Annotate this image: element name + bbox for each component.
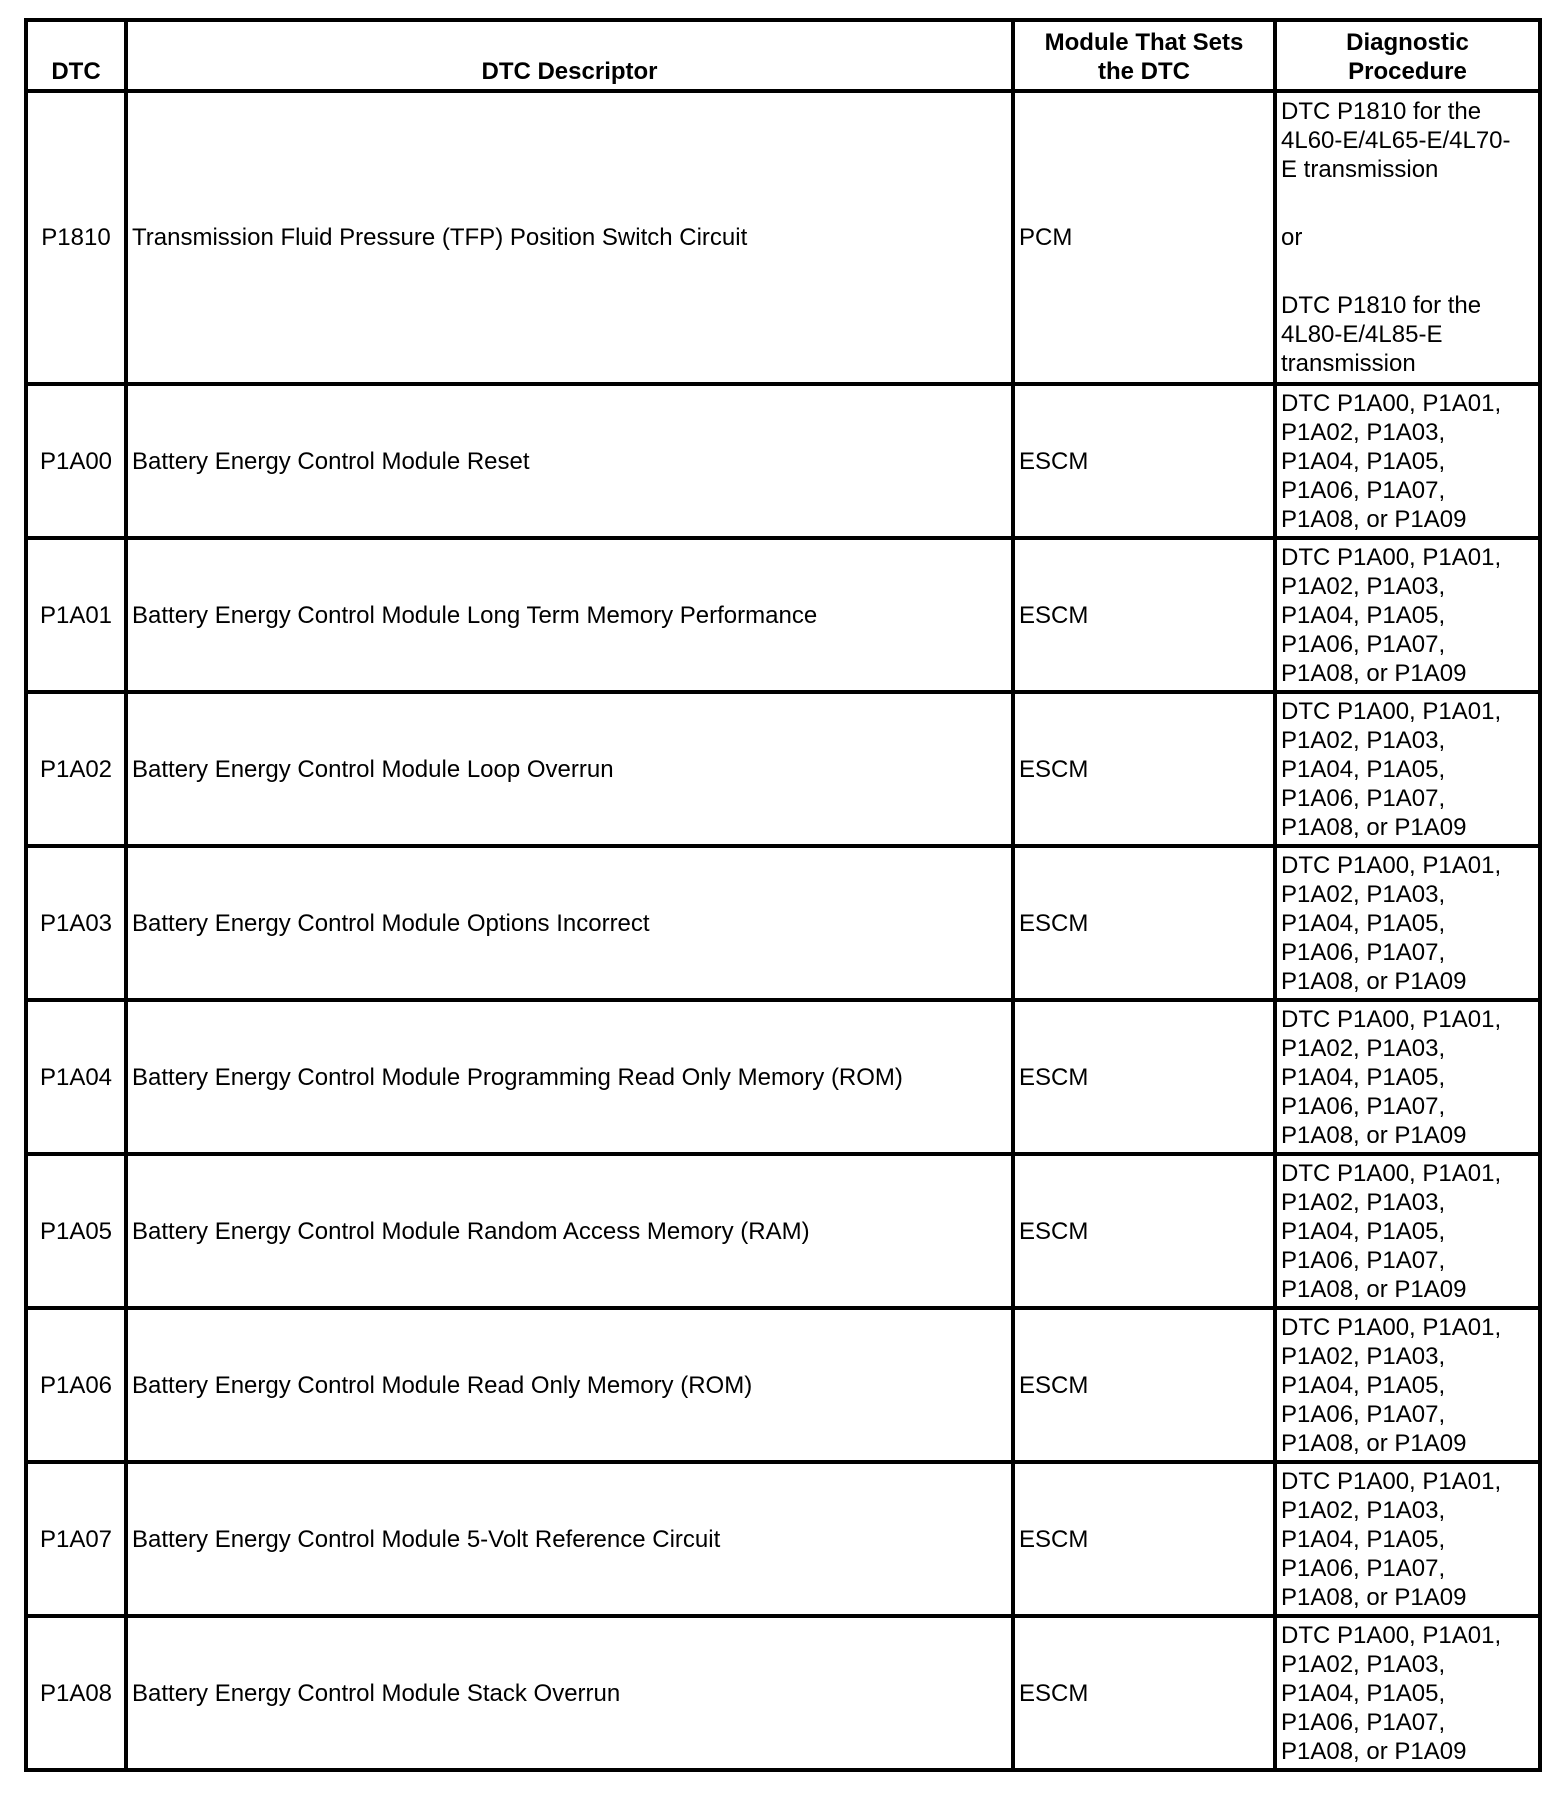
module-cell: PCM [1013,91,1275,384]
header-procedure-line: Diagnostic [1346,29,1469,56]
procedure-line: P1A04, P1A05, [1281,1679,1446,1707]
table-row [26,1462,1540,1616]
procedure-line: DTC P1810 for the [1281,292,1482,319]
procedure-line: P1A06, P1A07, [1281,630,1446,658]
table-row [26,1154,1540,1308]
procedure-line: P1A08, or P1A09 [1281,659,1467,687]
procedure-line: DTC P1A00, P1A01, [1281,1005,1502,1033]
dtc-code-cell: P1A01 [26,538,126,692]
table-row [26,1000,1540,1154]
header-module-line: Module That Sets [1044,29,1244,56]
procedure-line: P1A06, P1A07, [1281,1092,1446,1120]
procedure-line: DTC P1A00, P1A01, [1281,697,1502,725]
procedure-spacer [1281,184,1534,223]
procedure-line: DTC P1A00, P1A01, [1281,1313,1502,1341]
module-cell: ESCM [1013,1462,1275,1616]
procedure-line: DTC P1A00, P1A01, [1281,1467,1502,1495]
module-cell: ESCM [1013,846,1275,1000]
procedure-line: P1A04, P1A05, [1281,755,1446,783]
procedure-line: P1A02, P1A03, [1281,1650,1446,1678]
procedure-cell [1275,1616,1540,1770]
procedure-line: P1A06, P1A07, [1281,476,1446,504]
procedure-line: P1A06, P1A07, [1281,1246,1446,1274]
module-cell: ESCM [1013,692,1275,846]
header-module [1013,20,1275,91]
dtc-table-container [24,18,1542,1772]
dtc-descriptor-cell: Battery Energy Control Module Long Term Memory Performance [126,538,1013,692]
header-dtc-descriptor: DTC Descriptor [126,20,1013,91]
module-cell: ESCM [1013,1000,1275,1154]
dtc-descriptor-cell: Battery Energy Control Module Programming Read Only Memory (ROM) [126,1000,1013,1154]
procedure-line: P1A08, or P1A09 [1281,505,1467,533]
procedure-cell [1275,91,1540,384]
dtc-descriptor-cell: Battery Energy Control Module Random Access Memory (RAM) [126,1154,1013,1308]
dtc-descriptor-cell: Battery Energy Control Module Loop Overrun [126,692,1013,846]
table-header-row [26,20,1540,91]
procedure-line: P1A02, P1A03, [1281,726,1446,754]
procedure-or: or [1281,224,1303,251]
module-cell: ESCM [1013,1154,1275,1308]
dtc-descriptor-cell: Battery Energy Control Module Options Incorrect [126,846,1013,1000]
table-row [26,846,1540,1000]
table-row [26,692,1540,846]
procedure-line: P1A06, P1A07, [1281,938,1446,966]
procedure-cell [1275,1462,1540,1616]
procedure-line: P1A02, P1A03, [1281,880,1446,908]
table-row [26,91,1540,384]
procedure-line: DTC P1810 for the [1281,98,1482,125]
procedure-line: P1A08, or P1A09 [1281,813,1467,841]
procedure-line: P1A08, or P1A09 [1281,1121,1467,1149]
procedure-line: P1A04, P1A05, [1281,1371,1446,1399]
procedure-line: P1A06, P1A07, [1281,1400,1446,1428]
dtc-code-cell: P1810 [26,91,126,384]
table-row [26,538,1540,692]
procedure-line: 4L80-E/4L85-E [1281,321,1443,348]
procedure-line: P1A04, P1A05, [1281,1217,1446,1245]
procedure-line: P1A04, P1A05, [1281,1063,1446,1091]
procedure-line: P1A06, P1A07, [1281,1554,1446,1582]
procedure-cell [1275,1308,1540,1462]
procedure-line: P1A08, or P1A09 [1281,1275,1467,1303]
procedure-cell [1275,1154,1540,1308]
table-row [26,1616,1540,1770]
procedure-line: P1A08, or P1A09 [1281,1737,1467,1765]
procedure-line: transmission [1281,350,1416,377]
procedure-line: P1A08, or P1A09 [1281,967,1467,995]
module-cell: ESCM [1013,538,1275,692]
dtc-code-cell: P1A05 [26,1154,126,1308]
procedure-cell [1275,538,1540,692]
dtc-descriptor-cell: Battery Energy Control Module Reset [126,384,1013,538]
procedure-line: P1A08, or P1A09 [1281,1583,1467,1611]
procedure-line: 4L60-E/4L65-E/4L70- [1281,127,1511,154]
procedure-line: E transmission [1281,156,1439,183]
dtc-code-cell: P1A03 [26,846,126,1000]
dtc-code-cell: P1A02 [26,692,126,846]
procedure-line: P1A02, P1A03, [1281,1034,1446,1062]
table-row [26,384,1540,538]
procedure-line: P1A06, P1A07, [1281,784,1446,812]
dtc-code-cell: P1A04 [26,1000,126,1154]
procedure-spacer [1281,252,1534,291]
dtc-code-cell: P1A06 [26,1308,126,1462]
procedure-line: P1A04, P1A05, [1281,601,1446,629]
procedure-line: P1A04, P1A05, [1281,909,1446,937]
procedure-line: DTC P1A00, P1A01, [1281,1621,1502,1649]
procedure-line: P1A02, P1A03, [1281,1188,1446,1216]
dtc-descriptor-cell: Battery Energy Control Module 5-Volt Reference Circuit [126,1462,1013,1616]
procedure-line: P1A02, P1A03, [1281,1496,1446,1524]
module-cell: ESCM [1013,1308,1275,1462]
dtc-descriptor-cell: Transmission Fluid Pressure (TFP) Position Switch Circuit [126,91,1013,384]
procedure-cell [1275,384,1540,538]
dtc-code-cell: P1A07 [26,1462,126,1616]
procedure-line: P1A02, P1A03, [1281,572,1446,600]
procedure-line: P1A08, or P1A09 [1281,1429,1467,1457]
header-module-line: the DTC [1098,58,1190,85]
dtc-code-cell: P1A00 [26,384,126,538]
procedure-cell [1275,1000,1540,1154]
dtc-code-cell: P1A08 [26,1616,126,1770]
table-row [26,1308,1540,1462]
header-dtc: DTC [26,20,126,91]
procedure-line: DTC P1A00, P1A01, [1281,389,1502,417]
procedure-line: DTC P1A00, P1A01, [1281,543,1502,571]
dtc-descriptor-cell: Battery Energy Control Module Read Only Memory (ROM) [126,1308,1013,1462]
procedure-line: DTC P1A00, P1A01, [1281,1159,1502,1187]
header-procedure-line: Procedure [1348,58,1467,85]
procedure-cell [1275,846,1540,1000]
header-diagnostic-procedure [1275,20,1540,91]
procedure-cell [1275,692,1540,846]
procedure-line: P1A04, P1A05, [1281,447,1446,475]
module-cell: ESCM [1013,1616,1275,1770]
procedure-line: P1A02, P1A03, [1281,418,1446,446]
dtc-descriptor-cell: Battery Energy Control Module Stack Overrun [126,1616,1013,1770]
module-cell: ESCM [1013,384,1275,538]
procedure-line: DTC P1A00, P1A01, [1281,851,1502,879]
procedure-line: P1A04, P1A05, [1281,1525,1446,1553]
procedure-line: P1A06, P1A07, [1281,1708,1446,1736]
dtc-table [24,18,1542,1772]
procedure-line: P1A02, P1A03, [1281,1342,1446,1370]
